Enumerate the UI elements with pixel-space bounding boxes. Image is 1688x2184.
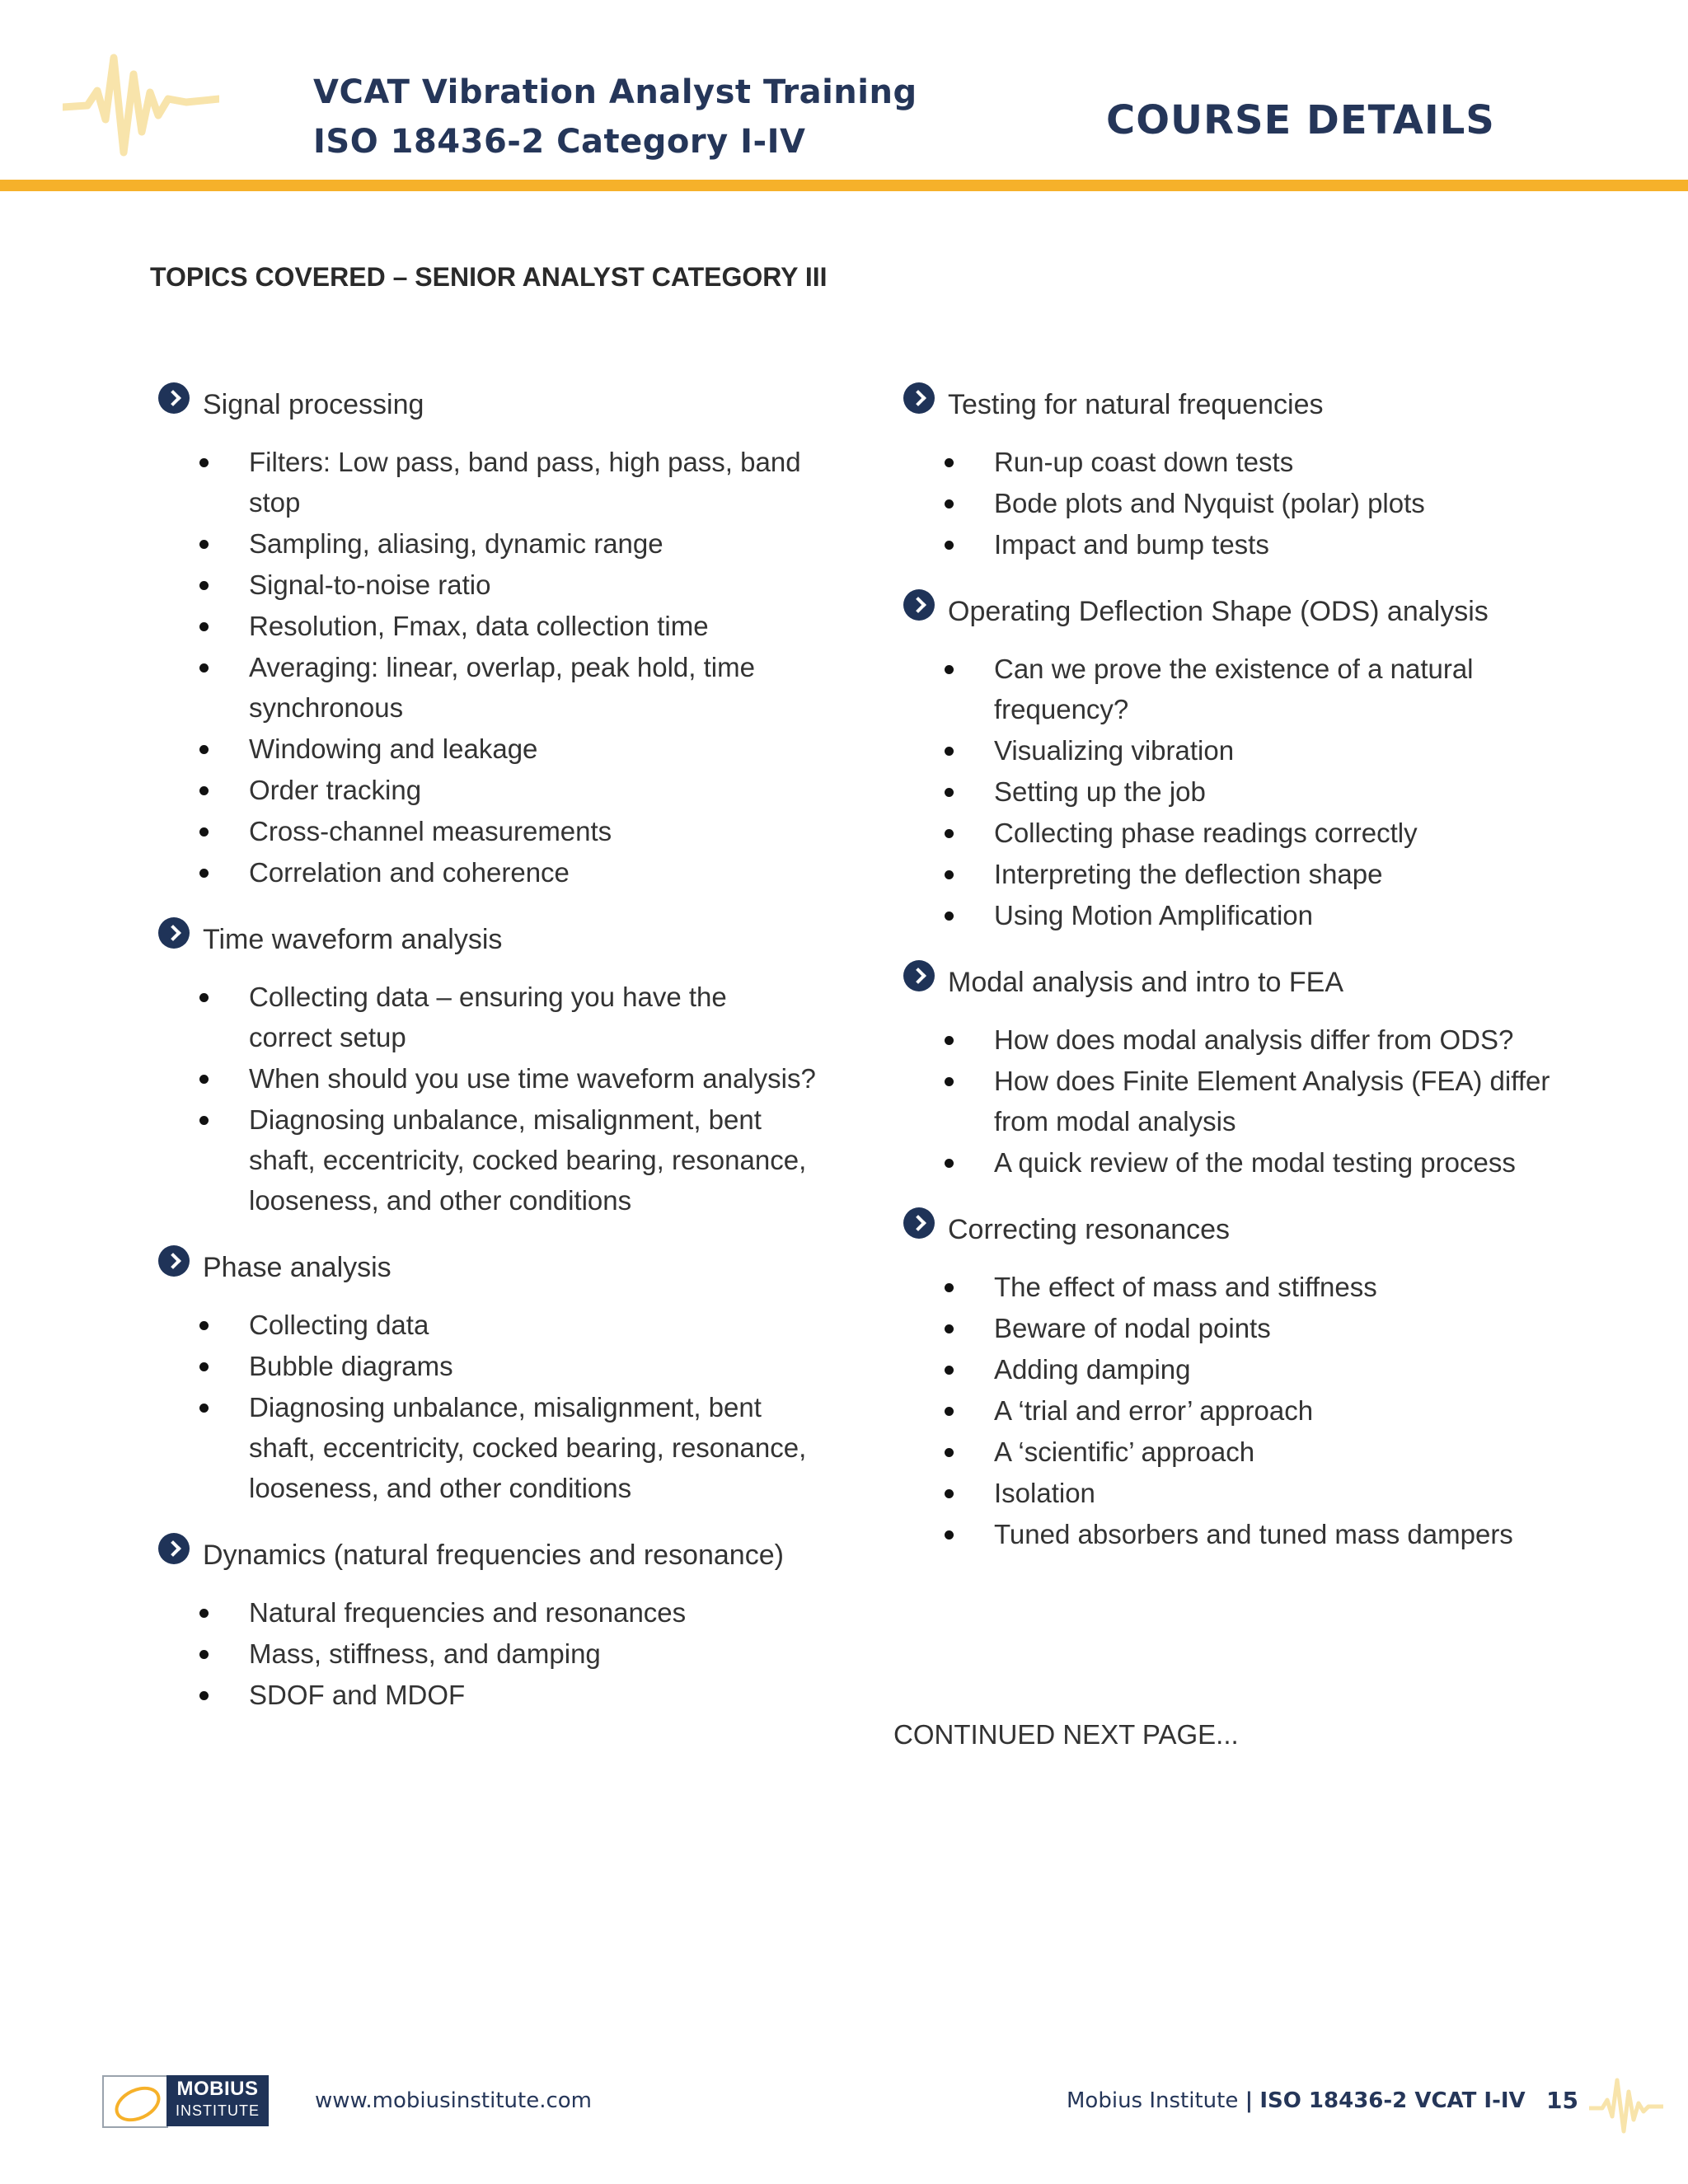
website-link[interactable]: www.mobiusinstitute.com bbox=[315, 2088, 592, 2113]
chevron-right-icon bbox=[158, 1533, 190, 1564]
list-item: Impact and bump tests bbox=[902, 524, 1578, 565]
list-item: Order tracking bbox=[157, 770, 816, 810]
topic-heading bbox=[157, 1250, 816, 1285]
topic-title: Dynamics (natural frequencies and resonance) bbox=[203, 1540, 784, 1571]
header-divider bbox=[0, 180, 1688, 191]
waveform-icon bbox=[63, 41, 219, 157]
page-footer bbox=[0, 2060, 1688, 2151]
list-item: Filters: Low pass, band pass, high pass, band stop bbox=[157, 442, 816, 523]
mobius-logo bbox=[102, 2075, 269, 2128]
topic-list bbox=[902, 442, 1578, 565]
list-item: Interpreting the deflection shape bbox=[902, 854, 1578, 894]
list-item: A ‘trial and error’ approach bbox=[902, 1390, 1578, 1431]
topic-section bbox=[902, 594, 1578, 935]
topic-heading bbox=[902, 594, 1578, 629]
topic-title: Time waveform analysis bbox=[203, 924, 503, 955]
footer-org: Mobius Institute bbox=[1067, 2088, 1239, 2113]
right-column bbox=[902, 387, 1578, 1584]
topic-heading bbox=[902, 387, 1578, 422]
header-title-line2: ISO 18436-2 Category I-IV bbox=[313, 123, 806, 161]
list-item: Beware of nodal points bbox=[902, 1308, 1578, 1348]
footer-sep: | bbox=[1245, 2088, 1254, 2113]
topic-title: Modal analysis and intro to FEA bbox=[948, 967, 1344, 998]
chevron-right-icon bbox=[903, 1207, 935, 1239]
page-number: 15 bbox=[1546, 2087, 1578, 2114]
chevron-right-icon bbox=[903, 382, 935, 414]
list-item: Setting up the job bbox=[902, 771, 1578, 812]
list-item: SDOF and MDOF bbox=[157, 1675, 816, 1715]
topic-heading bbox=[157, 922, 816, 957]
course-details-title: COURSE DETAILS bbox=[1106, 97, 1495, 143]
list-item: Cross-channel measurements bbox=[157, 811, 816, 851]
topic-list bbox=[157, 1592, 816, 1715]
topic-section bbox=[157, 1538, 816, 1715]
topic-list bbox=[902, 1019, 1578, 1183]
list-item: Run-up coast down tests bbox=[902, 442, 1578, 482]
topic-list bbox=[157, 1305, 816, 1508]
page-header bbox=[0, 0, 1688, 191]
list-item: Windowing and leakage bbox=[157, 729, 816, 769]
topic-section bbox=[902, 387, 1578, 565]
logo-line1: MOBIUS bbox=[176, 2078, 259, 2100]
topic-list bbox=[902, 649, 1578, 935]
list-item: Natural frequencies and resonances bbox=[157, 1592, 816, 1633]
chevron-right-icon bbox=[158, 382, 190, 414]
mobius-ring-icon bbox=[102, 2075, 168, 2128]
list-item: Bode plots and Nyquist (polar) plots bbox=[902, 483, 1578, 523]
list-item: A quick review of the modal testing process bbox=[902, 1142, 1578, 1183]
chevron-right-icon bbox=[903, 960, 935, 991]
topic-list bbox=[902, 1267, 1578, 1554]
list-item: Signal-to-noise ratio bbox=[157, 565, 816, 605]
list-item: Can we prove the existence of a natural frequency? bbox=[902, 649, 1578, 729]
topic-title: Operating Deflection Shape (ODS) analysis bbox=[948, 596, 1489, 627]
list-item: A ‘scientific’ approach bbox=[902, 1432, 1578, 1472]
header-title bbox=[313, 68, 917, 166]
list-item: Visualizing vibration bbox=[902, 730, 1578, 771]
list-item: How does modal analysis differ from ODS? bbox=[902, 1019, 1578, 1060]
topic-section bbox=[157, 387, 816, 893]
list-item: The effect of mass and stiffness bbox=[902, 1267, 1578, 1307]
chevron-right-icon bbox=[158, 917, 190, 949]
chevron-right-icon bbox=[158, 1245, 190, 1277]
topic-list bbox=[157, 442, 816, 893]
topic-heading bbox=[157, 1538, 816, 1572]
list-item: Sampling, aliasing, dynamic range bbox=[157, 523, 816, 564]
list-item: Collecting data bbox=[157, 1305, 816, 1345]
list-item: Bubble diagrams bbox=[157, 1346, 816, 1386]
list-item: Resolution, Fmax, data collection time bbox=[157, 606, 816, 646]
header-title-line1: VCAT Vibration Analyst Training bbox=[313, 73, 917, 111]
list-item: Mass, stiffness, and damping bbox=[157, 1633, 816, 1674]
mobius-wordmark bbox=[166, 2075, 269, 2126]
waveform-icon-small bbox=[1589, 2072, 1663, 2138]
list-item: Using Motion Amplification bbox=[902, 895, 1578, 935]
topic-title: Testing for natural frequencies bbox=[948, 389, 1324, 420]
list-item: Collecting data – ensuring you have the correct setup bbox=[157, 977, 816, 1057]
list-item: Correlation and coherence bbox=[157, 852, 816, 893]
logo-line2: INSTITUTE bbox=[176, 2102, 260, 2119]
topic-list bbox=[157, 977, 816, 1221]
footer-course-label bbox=[1067, 2088, 1526, 2113]
topic-section bbox=[902, 965, 1578, 1183]
topic-title: Correcting resonances bbox=[948, 1214, 1231, 1245]
list-item: Collecting phase readings correctly bbox=[902, 813, 1578, 853]
section-heading: TOPICS COVERED – SENIOR ANALYST CATEGORY III bbox=[150, 262, 828, 292]
chevron-right-icon bbox=[903, 589, 935, 621]
continued-note: CONTINUED NEXT PAGE... bbox=[893, 1719, 1239, 1750]
topic-section bbox=[902, 1212, 1578, 1554]
topic-heading bbox=[902, 1212, 1578, 1247]
list-item: When should you use time waveform analysis? bbox=[157, 1058, 816, 1099]
list-item: Averaging: linear, overlap, peak hold, time synchronous bbox=[157, 647, 816, 728]
topic-heading bbox=[902, 965, 1578, 1000]
topic-title: Phase analysis bbox=[203, 1252, 392, 1283]
topic-section bbox=[157, 1250, 816, 1508]
list-item: Isolation bbox=[902, 1473, 1578, 1513]
list-item: How does Finite Element Analysis (FEA) differ from modal analysis bbox=[902, 1061, 1578, 1141]
topic-section bbox=[157, 922, 816, 1221]
topic-title: Signal processing bbox=[203, 389, 424, 420]
left-column bbox=[157, 387, 816, 1745]
footer-course: ISO 18436-2 VCAT I-IV bbox=[1259, 2088, 1526, 2113]
list-item: Tuned absorbers and tuned mass dampers bbox=[902, 1514, 1578, 1554]
topic-heading bbox=[157, 387, 816, 422]
list-item: Diagnosing unbalance, misalignment, bent shaft, eccentricity, cocked bearing, resonance, looseness, and other conditions bbox=[157, 1387, 816, 1508]
list-item: Diagnosing unbalance, misalignment, bent shaft, eccentricity, cocked bearing, resonance, looseness, and other conditions bbox=[157, 1099, 816, 1221]
list-item: Adding damping bbox=[902, 1349, 1578, 1390]
